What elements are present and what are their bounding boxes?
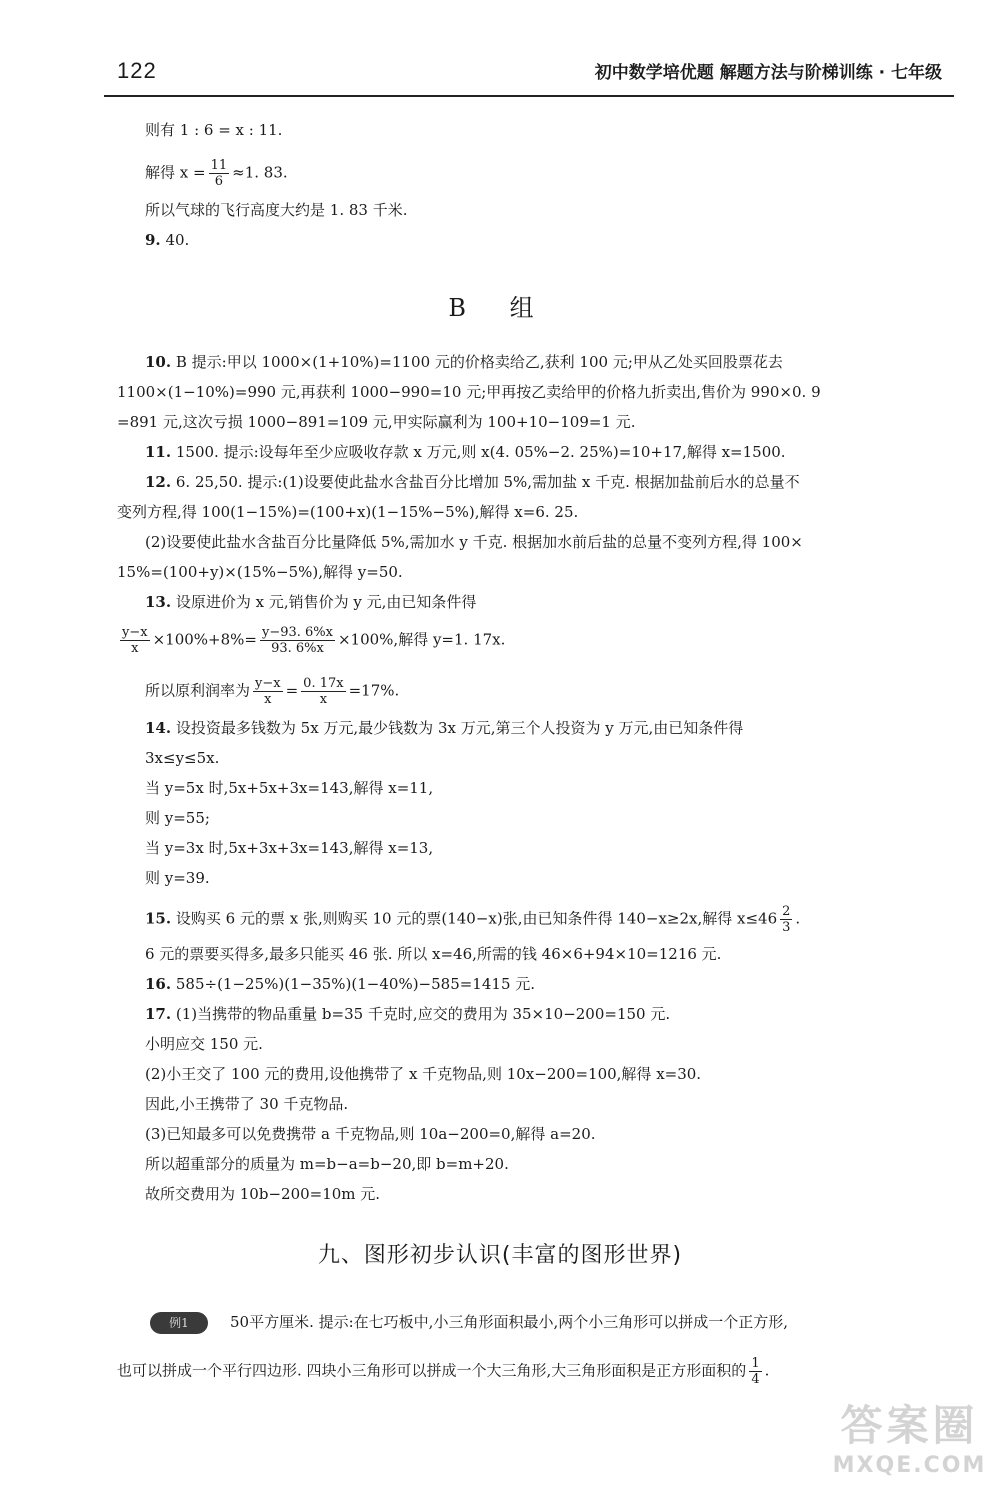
fraction: $\frac{y-x}{x}$ [255,676,281,707]
fraction: $\frac{11}{6}$ [210,158,228,189]
text-line: 10. B 提示:甲以 1000×(1+10%)=1100 元的价格卖给乙,获利 100 元;甲从乙处买回股票花去 [145,353,783,371]
question-number: 12. [145,473,172,491]
text-line: $\frac{y-x}{x}$ ×100%+8%= $\frac{y-93. 6\%x}{93. 6\%x}$ ×100%,解得 y=1. 17x. [122,625,506,656]
text-line: 因此,小王携带了 30 千克物品. [145,1095,349,1113]
text-line: 15. 设购买 6 元的票 x 张,则购买 10 元的票(140−x)张,由已知条件得 140−x≥2x,解得 x≤46 $\frac{2}{3}$ . [145,904,801,935]
question-number: 15. [145,909,172,928]
text-line: 13. 设原进价为 x 元,销售价为 y 元,由已知条件得 [145,593,477,611]
fraction: $\frac{2}{3}$ [782,904,791,935]
text-line: 则 y=55; [145,809,210,827]
text-line: 小明应交 150 元. [145,1035,263,1053]
question-number: 9. [145,231,161,249]
group-b-heading: B 组 [448,294,552,322]
text-line: 所以超重部分的质量为 m=b−a=b−20,即 b=m+20. [145,1155,509,1173]
text-line: 所以气球的飞行高度大约是 1. 83 千米. [145,201,408,219]
text-line: 16. 585÷(1−25%)(1−35%)(1−40%)−585=1415 元. [145,975,536,993]
watermark-logo: 答案圈 MXQE.COM [832,1401,987,1478]
question-number: 16. [145,975,172,993]
text-line: (2)设要使此盐水含盐百分比量降低 5%,需加水 y 千克. 根据加水前后盐的总量不变列方程,得 100× [145,533,803,551]
text-line: 11. 1500. 提示:设每年至少应吸收存款 x 万元,则 x(4. 05%−2. 25%)=10+17,解得 x=1500. [145,443,786,461]
text-line: 变列方程,得 100(1−15%)=(100+x)(1−15%−5%),解得 x=6. 25. [117,503,579,521]
text-line: 6 元的票要买得多,最多只能买 46 张. 所以 x=46,所需的钱 46×6+94×10=1216 元. [145,945,722,963]
fraction: $\frac{y-x}{x}$ [122,625,148,656]
text-line: 15%=(100+y)×(15%−5%),解得 y=50. [117,563,403,581]
text-line: 则 y=39. [145,869,210,887]
text-line: 也可以拼成一个平行四边形. 四块小三角形可以拼成一个大三角形,大三角形面积是正方形面积的 $\frac{1}{4}$ . [117,1356,770,1387]
fraction: $\frac{y-93. 6\%x}{93. 6\%x}$ [261,625,333,656]
text-line: 17. (1)当携带的物品重量 b=35 千克时,应交的费用为 35×10−200=150 元. [145,1005,671,1023]
text-line: 12. 6. 25,50. 提示:(1)设要使此盐水含盐百分比增加 5%,需加盐 x 千克. 根据加盐前后水的总量不 [145,473,800,491]
text-line: 9. 40. [145,231,190,249]
text-line: 例1 50平方厘米. 提示:在七巧板中,小三角形面积最小,两个小三角形可以拼成一个正方形, [150,1312,948,1334]
question-number: 10. [145,353,172,371]
question-number: 17. [145,1005,172,1023]
fraction: $\frac{1}{4}$ [751,1356,760,1387]
header-rule [104,95,954,97]
question-number: 13. [145,593,172,611]
text-line: 解得 x = $\frac{11}{6}$ ≈1. 83. [145,158,288,189]
book-title: 初中数学培优题 解题方法与阶梯训练 · 七年级 [594,63,942,83]
text-line: 所以原利润率为 $\frac{y-x}{x}$ = $\frac{0. 17x}{x}$ =17%. [145,676,400,707]
text-line: (2)小王交了 100 元的费用,设他携带了 x 千克物品,则 10x−200=100,解得 x=30. [145,1065,702,1083]
text-line: =891 元,这次亏损 1000−891=109 元,甲实际赢利为 100+10−109=1 元. [117,413,636,431]
fraction: $\frac{0. 17x}{x}$ [303,676,344,707]
text-line: 故所交费用为 10b−200=10m 元. [145,1185,381,1203]
text-line: 14. 设投资最多钱数为 5x 万元,最少钱数为 3x 万元,第三个人投资为 y 万元,由已知条件得 [145,719,744,737]
question-number: 11. [145,443,172,461]
question-number: 14. [145,719,172,737]
chapter-heading: 九、图形初步认识(丰富的图形世界) [317,1243,683,1268]
text-line: 当 y=5x 时,5x+5x+3x=143,解得 x=11, [145,779,434,797]
page-number: 122 [117,58,157,83]
example-badge: 例1 [150,1312,208,1334]
text-line: 3x≤y≤5x. [145,749,220,767]
text-line: (3)已知最多可以免费携带 a 千克物品,则 10a−200=0,解得 a=20. [145,1125,596,1143]
text-line: 1100×(1−10%)=990 元,再获利 1000−990=10 元;甲再按乙卖给甲的价格九折卖出,售价为 990×0. 9 [117,383,821,401]
text-line: 当 y=3x 时,5x+3x+3x=143,解得 x=13, [145,839,434,857]
text-line: 则有 1 : 6 = x : 11. [145,121,283,139]
